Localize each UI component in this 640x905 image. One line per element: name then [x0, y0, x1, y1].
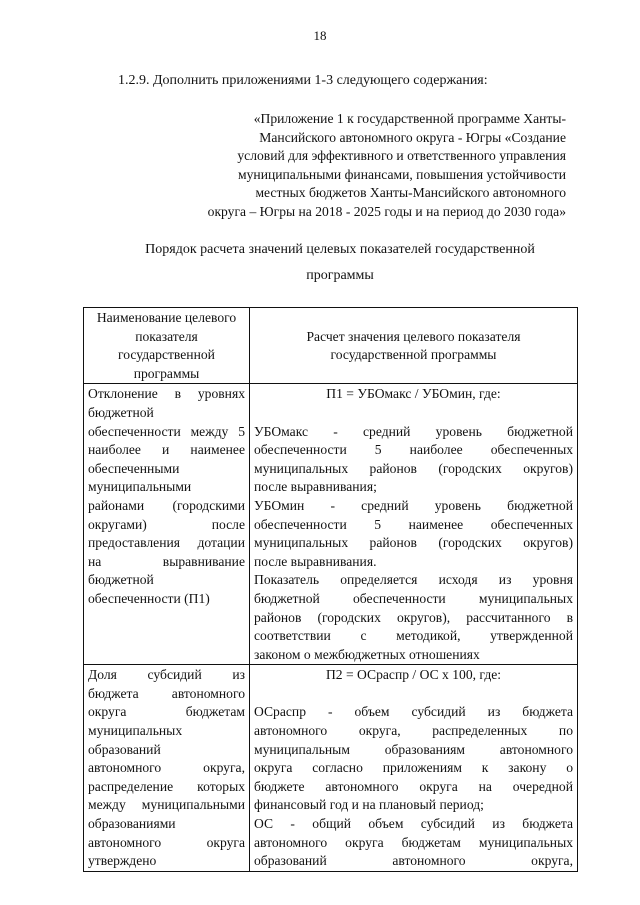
calculation-line: соответствии с методикой, утвержденной: [254, 628, 573, 644]
header-indicator-name: [84, 308, 250, 384]
annex-title-line: местных бюджетов Ханты-Мансийского автономного: [255, 185, 566, 201]
table-row: [84, 384, 578, 665]
calculation-line: УБОмакс - средний уровень бюджетной: [254, 423, 573, 439]
calculation-line: округа согласно приложениям к закону о: [254, 760, 573, 776]
calculation-cell: [250, 384, 578, 665]
calculation-line: автономного округа, распределенных по: [254, 723, 573, 739]
header-line: показателя: [135, 328, 198, 344]
calculation-line: районов (городских округов), рассчитанного в: [254, 609, 573, 625]
calculation-line: автономного округа бюджетам муниципальных: [254, 834, 573, 850]
indicator-name-cell: [84, 665, 250, 872]
annex-title-line: условий для эффективного и ответственного управления: [237, 148, 566, 164]
table-header-row: [84, 308, 578, 384]
indicator-name-line: предоставления дотации: [88, 535, 245, 551]
header-calculation: [250, 308, 578, 384]
calculation-line: бюджете автономного округа на очередной: [254, 778, 573, 794]
annex-title-line: Мансийского автономного округа - Югры «Создание: [259, 129, 566, 145]
indicator-name-line: обеспеченными: [88, 460, 180, 476]
spacer: [254, 404, 573, 423]
indicator-name-line: Доля субсидий из: [88, 667, 245, 683]
section-heading: Порядок расчета значений целевых показателей государственной: [145, 242, 535, 257]
indicator-name-line: муниципальными: [88, 479, 192, 495]
indicator-name-line: бюджетной: [88, 404, 154, 420]
header-line: Расчет значения целевого показателя: [306, 328, 521, 344]
header-line: Наименование целевого: [96, 310, 237, 325]
header-line: государственной: [118, 347, 215, 363]
indicator-name-line: бюджета автономного: [88, 685, 245, 701]
indicator-name-line: округа бюджетам: [88, 704, 245, 720]
indicator-name-line: районами (городскими: [88, 497, 245, 513]
header-line: программы: [133, 365, 200, 381]
indicator-name-cell: [84, 384, 250, 665]
indicator-name-line: автономного округа,: [88, 760, 245, 776]
indicator-name-line: распределение которых: [88, 778, 245, 794]
indicators-table: [83, 307, 578, 872]
calculation-line: бюджетной обеспеченности муниципальных: [254, 590, 573, 606]
indicator-name-line: муниципальных: [88, 723, 183, 739]
calculation-line: муниципальных районов (городских округов): [254, 460, 573, 476]
indicator-name-line: обеспеченности (П1): [88, 590, 210, 606]
indicator-name-line: Отклонение в уровнях: [88, 386, 245, 402]
calculation-line: обеспеченности 5 наименее обеспеченных: [254, 516, 573, 532]
section-heading-continued: программы: [306, 268, 374, 283]
indicator-name-line: утверждено: [88, 853, 157, 869]
calculation-line: муниципальных районов (городских округов): [254, 535, 573, 551]
indicator-name-line: обеспеченности между 5: [88, 423, 245, 439]
formula: П2 = ОСраспр / ОС х 100, где:: [325, 667, 502, 683]
annex-title: [140, 110, 566, 222]
calculation-line: УБОмин - средний уровень бюджетной: [254, 497, 573, 513]
indicator-name-line: округами) после: [88, 516, 245, 532]
calculation-line: после выравнивания;: [254, 479, 377, 495]
indicator-name-line: образованиями: [88, 816, 176, 832]
calculation-line: законом о межбюджетных отношениях: [254, 646, 480, 662]
spacer: [254, 685, 573, 704]
calculation-line: после выравнивания.: [254, 553, 377, 569]
calculation-line: ОС - общий объем субсидий из бюджета: [254, 816, 573, 832]
calculation-line: обеспеченности 5 наиболее обеспеченных: [254, 442, 573, 458]
intro-text: 1.2.9. Дополнить приложениями 1-3 следующего содержания:: [118, 73, 488, 88]
annex-title-line: округа – Югры на 2018 - 2025 годы и на период до 2030 года»: [207, 203, 566, 219]
indicator-name-line: образований: [88, 741, 161, 757]
calculation-line: ОСраспр - объем субсидий из бюджета: [254, 704, 573, 720]
annex-title-line: муниципальными финансами, повышения устойчивости: [238, 166, 566, 182]
calculation-line: Показатель определяется исходя из уровня: [254, 572, 573, 588]
indicator-name-line: автономного округа: [88, 834, 245, 850]
calculation-line: финансовый год и на плановый период;: [254, 797, 484, 813]
calculation-line: муниципальным образованиям автономного: [254, 741, 573, 757]
calculation-line: образований автономного округа,: [254, 853, 573, 869]
annex-title-line: «Приложение 1 к государственной программе Ханты-: [253, 111, 566, 126]
indicator-name-line: бюджетной: [88, 572, 154, 588]
table-row: [84, 665, 578, 872]
indicator-name-line: на выравнивание: [88, 553, 245, 569]
formula: П1 = УБОмакс / УБОмин, где:: [326, 386, 501, 402]
indicator-name-line: наиболее и наименее: [88, 442, 245, 458]
page-number: 18: [313, 28, 327, 43]
header-line: государственной программы: [330, 347, 497, 363]
indicator-name-line: между муниципальными: [88, 797, 245, 813]
calculation-cell: [250, 665, 578, 872]
